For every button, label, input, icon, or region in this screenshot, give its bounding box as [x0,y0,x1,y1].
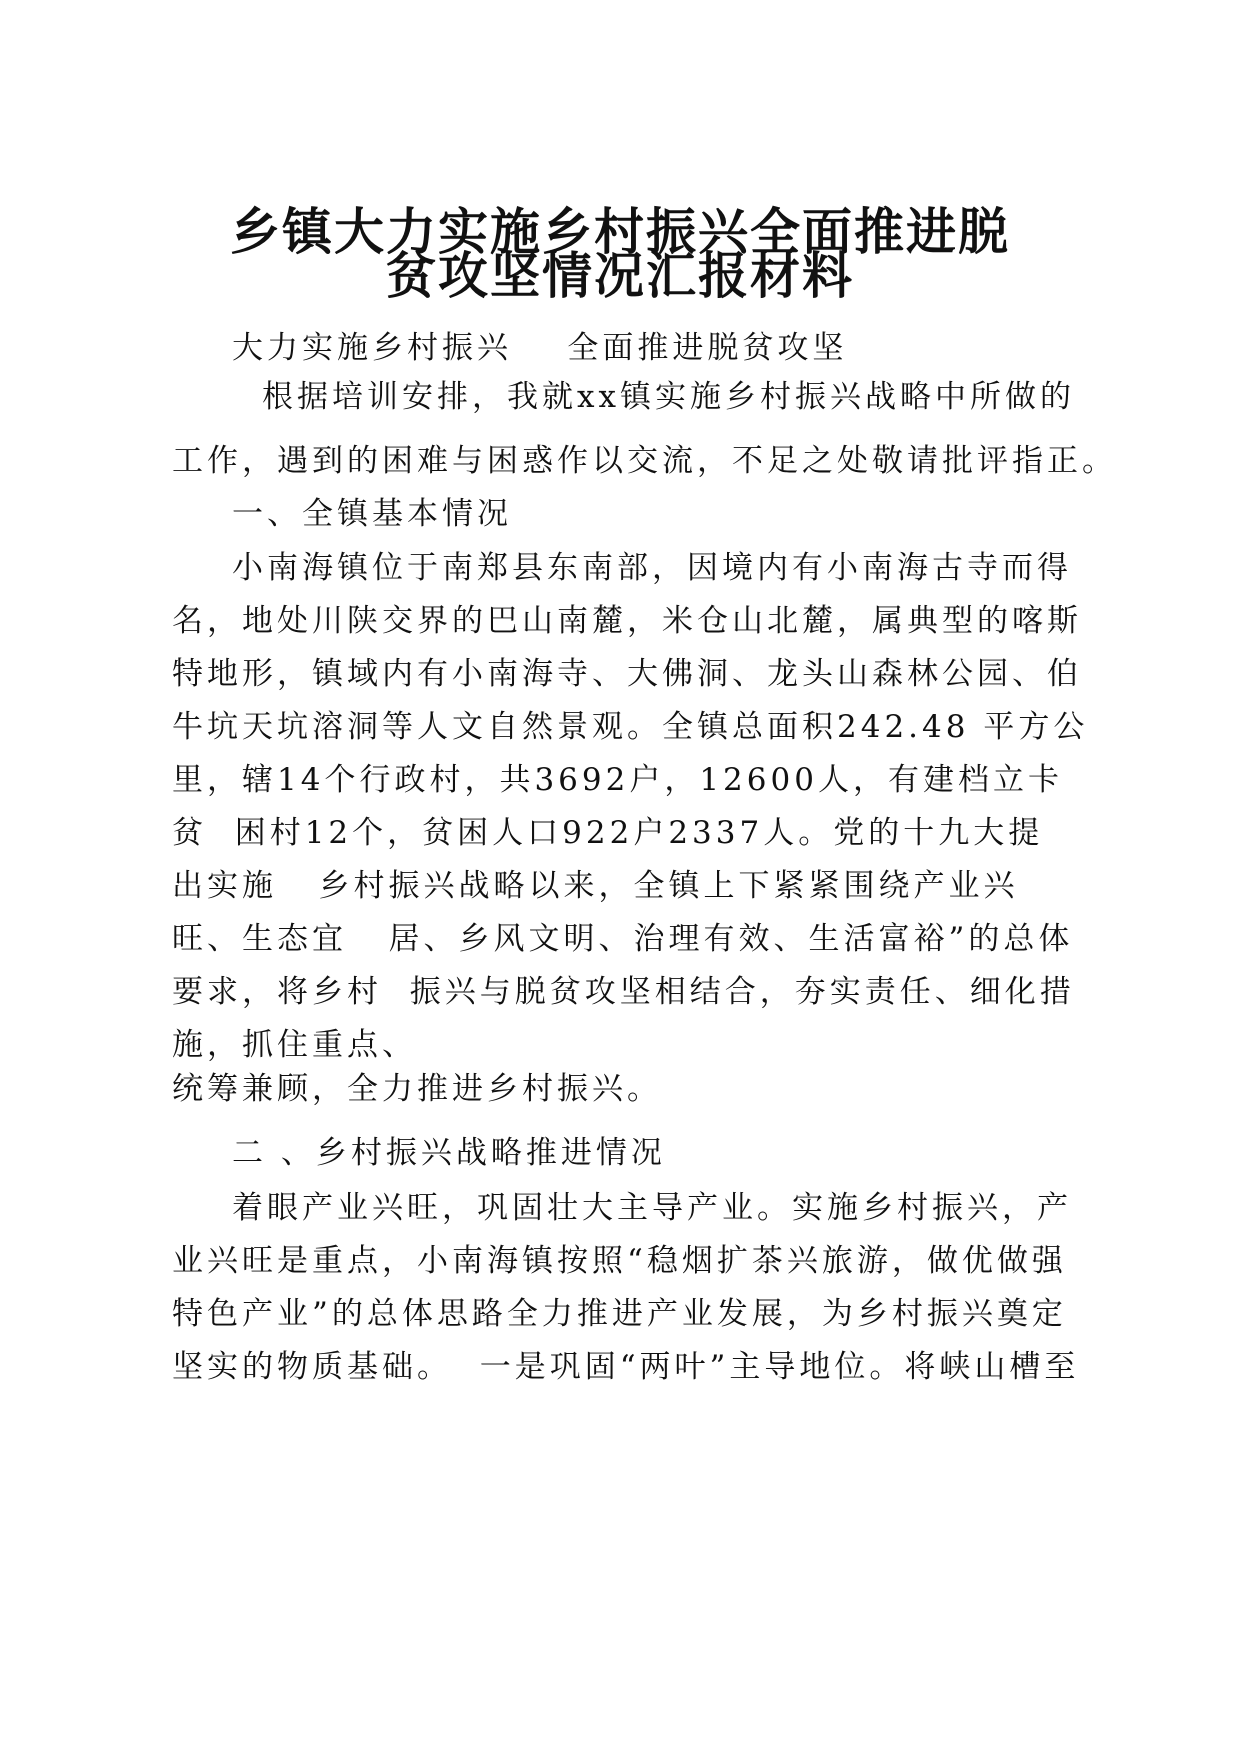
paragraph-line: 要求，将乡村 振兴与脱贫攻坚相结合，夯实责任、细化措 [172,974,1075,1010]
paragraph-line: 贫 困村12个，贫困人口922户2337人。党的十九大提 [172,815,1044,851]
document-title-line-1: 乡镇大力实施乡村振兴全面推进脱 [230,203,1010,261]
section-heading: 一、全镇基本情况 [232,496,512,532]
paragraph-line: 里，辖14个行政村，共3692户，12600人，有建档立卡 [172,762,1063,798]
paragraph-line: 出实施 乡村振兴战略以来，全镇上下紧紧围绕产业兴 [172,868,1019,904]
paragraph-line: 特色产业”的总体思路全力推进产业发展，为乡村振兴奠定 [172,1296,1067,1332]
paragraph-line: 施，抓住重点、 [172,1027,417,1063]
paragraph-line: 业兴旺是重点，小南海镇按照“稳烟扩茶兴旅游，做优做强 [172,1243,1067,1279]
paragraph-line: 坚实的物质基础。 一是巩固“两叶”主导地位。将峡山槽至 [172,1349,1080,1385]
paragraph-line: 统筹兼顾，全力推进乡村振兴。 [172,1071,662,1107]
paragraph-line: 旺、生态宜 居、乡风文明、治理有效、生活富裕”的总体 [172,921,1074,957]
paragraph-line: 牛坑天坑溶洞等人文自然景观。全镇总面积242.48 平方公 [172,709,1089,745]
paragraph-line: 根据培训安排，我就xx镇实施乡村振兴战略中所做的 [262,379,1075,415]
paragraph-line: 名，地处川陕交界的巴山南麓，米仓山北麓，属典型的喀斯 [172,603,1082,639]
section-heading: 二 、乡村振兴战略推进情况 [232,1135,666,1171]
document-subtitle: 大力实施乡村振兴 全面推进脱贫攻坚 [232,330,848,366]
paragraph-line: 小南海镇位于南郑县东南部，因境内有小南海古寺而得 [232,550,1072,586]
document-title-line-2: 贫攻坚情况汇报材料 [386,247,854,305]
paragraph-line: 特地形，镇域内有小南海寺、大佛洞、龙头山森林公园、伯 [172,656,1082,692]
paragraph-line: 着眼产业兴旺，巩固壮大主导产业。实施乡村振兴，产 [232,1190,1072,1226]
paragraph-line: 工作，遇到的困难与困惑作以交流，不足之处敬请批评指正。 [172,443,1117,479]
